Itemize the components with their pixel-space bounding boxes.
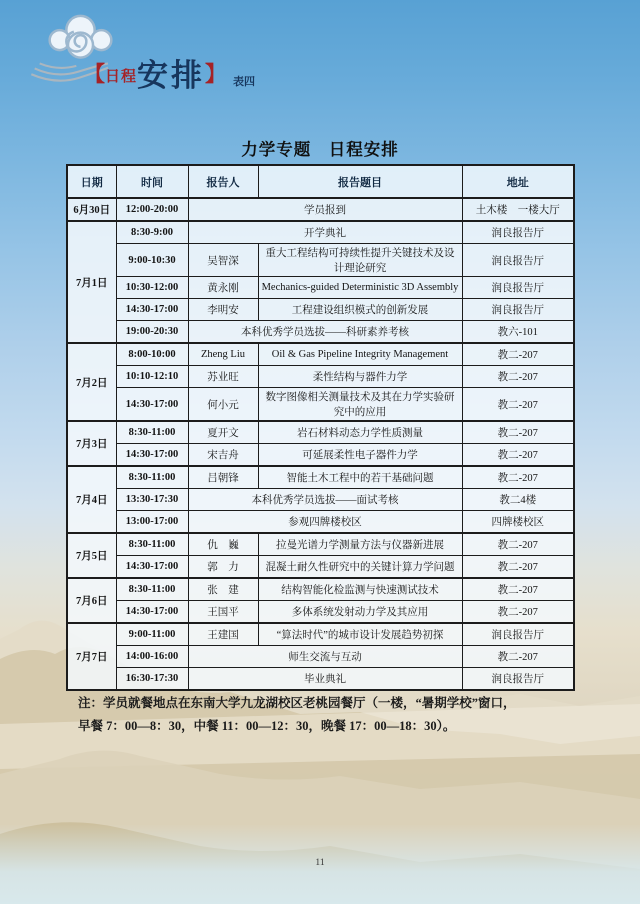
col-header-topic: 报告题目 (258, 165, 462, 198)
title-cell: 智能土木工程中的若干基础问题 (258, 466, 462, 489)
location-cell: 教二-207 (462, 556, 574, 579)
location-cell: 教二-207 (462, 421, 574, 444)
speaker-cell: 吕朝锋 (188, 466, 258, 489)
note (78, 692, 564, 738)
heading-bracket-left: 【 (84, 62, 105, 86)
time-cell: 14:00-16:00 (116, 646, 188, 668)
location-cell: 教二-207 (462, 388, 574, 422)
time-cell: 14:30-17:00 (116, 444, 188, 467)
table-row (67, 646, 574, 668)
event-cell: 毕业典礼 (188, 668, 462, 691)
speaker-cell: 夏开文 (188, 421, 258, 444)
time-cell: 10:10-12:10 (116, 366, 188, 388)
location-cell: 四牌楼校区 (462, 511, 574, 534)
table-row (67, 668, 574, 691)
col-header-time: 时间 (116, 165, 188, 198)
table-row (67, 388, 574, 422)
table-row (67, 244, 574, 277)
time-cell: 19:00-20:30 (116, 321, 188, 344)
title-cell: 数字图像相关测量技术及其在力学实验研究中的应用 (258, 388, 462, 422)
header-row (67, 165, 574, 198)
schedule-table-body (67, 198, 574, 690)
col-header-speaker: 报告人 (188, 165, 258, 198)
table-row (67, 343, 574, 366)
title-cell: 多体系统发射动力学及其应用 (258, 601, 462, 624)
time-cell: 16:30-17:30 (116, 668, 188, 691)
table-row (67, 601, 574, 624)
event-cell: 参观四牌楼校区 (188, 511, 462, 534)
title-cell: 岩石材料动态力学性质测量 (258, 421, 462, 444)
table-row (67, 466, 574, 489)
time-cell: 10:30-12:00 (116, 277, 188, 299)
date-cell: 7月7日 (67, 623, 116, 690)
note-line-2: 早餐 7：00—8：30，中餐 11：00—12：30，晚餐 17：00—18：30）。 (78, 719, 456, 734)
date-cell: 7月6日 (67, 578, 116, 623)
title-cell: Mechanics-guided Deterministic 3D Assembly (258, 277, 462, 299)
location-cell: 教二-207 (462, 533, 574, 556)
col-header-location: 地址 (462, 165, 574, 198)
table-row (67, 277, 574, 299)
table-row (67, 221, 574, 244)
table-row (67, 556, 574, 579)
speaker-cell: 仇 巍 (188, 533, 258, 556)
time-cell: 13:30-17:30 (116, 489, 188, 511)
speaker-cell: 郭 力 (188, 556, 258, 579)
location-cell: 润良报告厅 (462, 299, 574, 321)
table-row (67, 444, 574, 467)
page-number: 11 (315, 858, 325, 868)
speaker-cell: 李明安 (188, 299, 258, 321)
location-cell: 教六-101 (462, 321, 574, 344)
time-cell: 8:00-10:00 (116, 343, 188, 366)
time-cell: 9:00-10:30 (116, 244, 188, 277)
table-row (67, 366, 574, 388)
time-cell: 8:30-9:00 (116, 221, 188, 244)
event-cell: 师生交流与互动 (188, 646, 462, 668)
table-row (67, 421, 574, 444)
title-cell: 拉曼光谱力学测量方法与仪器新进展 (258, 533, 462, 556)
speaker-cell: 黄永刚 (188, 277, 258, 299)
location-cell: 润良报告厅 (462, 221, 574, 244)
title-cell: 结构智能化检监测与快速测试技术 (258, 578, 462, 601)
location-cell: 教二-207 (462, 578, 574, 601)
table-row (67, 321, 574, 344)
time-cell: 14:30-17:00 (116, 388, 188, 422)
speaker-cell: 王国平 (188, 601, 258, 624)
title-cell: 工程建设组织模式的创新发展 (258, 299, 462, 321)
event-cell: 开学典礼 (188, 221, 462, 244)
location-cell: 教二-207 (462, 444, 574, 467)
table-header (67, 165, 574, 198)
table-number-label: 表四 (233, 76, 256, 88)
time-cell: 13:00-17:00 (116, 511, 188, 534)
title-cell: 重大工程结构可持续性提升关键技术及设计理论研究 (258, 244, 462, 277)
schedule-table (66, 164, 575, 691)
location-cell: 润良报告厅 (462, 623, 574, 646)
location-cell: 润良报告厅 (462, 668, 574, 691)
location-cell: 润良报告厅 (462, 277, 574, 299)
time-cell: 8:30-11:00 (116, 421, 188, 444)
time-cell: 9:00-11:00 (116, 623, 188, 646)
speaker-cell: 苏业旺 (188, 366, 258, 388)
event-cell: 学员报到 (188, 198, 462, 221)
date-cell: 7月2日 (67, 343, 116, 421)
speaker-cell: 何小元 (188, 388, 258, 422)
table-row (67, 511, 574, 534)
col-header-date: 日期 (67, 165, 116, 198)
time-cell: 14:30-17:00 (116, 601, 188, 624)
time-cell: 8:30-11:00 (116, 466, 188, 489)
speaker-cell: 王建国 (188, 623, 258, 646)
speaker-cell: 宋吉舟 (188, 444, 258, 467)
event-cell: 本科优秀学员选拔——面试考核 (188, 489, 462, 511)
table-row (67, 198, 574, 221)
location-cell: 教二-207 (462, 646, 574, 668)
speaker-cell: 吴智深 (188, 244, 258, 277)
title-cell: 可延展柔性电子器件力学 (258, 444, 462, 467)
page-title: 力学专题 日程安排 (241, 140, 399, 159)
table-row (67, 578, 574, 601)
location-cell: 教二-207 (462, 466, 574, 489)
title-cell: Oil & Gas Pipeline Integrity Management (258, 343, 462, 366)
speaker-cell: 张 建 (188, 578, 258, 601)
table-row (67, 533, 574, 556)
table-row (67, 623, 574, 646)
location-cell: 润良报告厅 (462, 244, 574, 277)
time-cell: 14:30-17:00 (116, 299, 188, 321)
heading-bracket-right: 】 (205, 62, 227, 86)
date-cell: 7月1日 (67, 221, 116, 343)
time-cell: 8:30-11:00 (116, 578, 188, 601)
heading-small-text: 日程 (105, 69, 138, 85)
date-cell: 7月3日 (67, 421, 116, 466)
date-cell: 6月30日 (67, 198, 116, 221)
location-cell: 土木楼 一楼大厅 (462, 198, 574, 221)
location-cell: 教二-207 (462, 601, 574, 624)
note-line-1: 注：学员就餐地点在东南大学九龙湖校区老桃园餐厅（一楼，“暑期学校”窗口， (78, 696, 516, 710)
event-cell: 本科优秀学员选拔——科研素养考核 (188, 321, 462, 344)
title-cell: “算法时代”的城市设计发展趋势初探 (258, 623, 462, 646)
time-cell: 14:30-17:00 (116, 556, 188, 579)
location-cell: 教二4楼 (462, 489, 574, 511)
title-cell: 混凝土耐久性研究中的关键计算力学问题 (258, 556, 462, 579)
heading-large-text: 安排 (137, 58, 206, 93)
time-cell: 12:00-20:00 (116, 198, 188, 221)
section-heading (84, 58, 255, 91)
title-cell: 柔性结构与器件力学 (258, 366, 462, 388)
table-row (67, 299, 574, 321)
location-cell: 教二-207 (462, 366, 574, 388)
date-cell: 7月4日 (67, 466, 116, 533)
location-cell: 教二-207 (462, 343, 574, 366)
date-cell: 7月5日 (67, 533, 116, 578)
table-row (67, 489, 574, 511)
time-cell: 8:30-11:00 (116, 533, 188, 556)
speaker-cell: Zheng Liu (188, 343, 258, 366)
